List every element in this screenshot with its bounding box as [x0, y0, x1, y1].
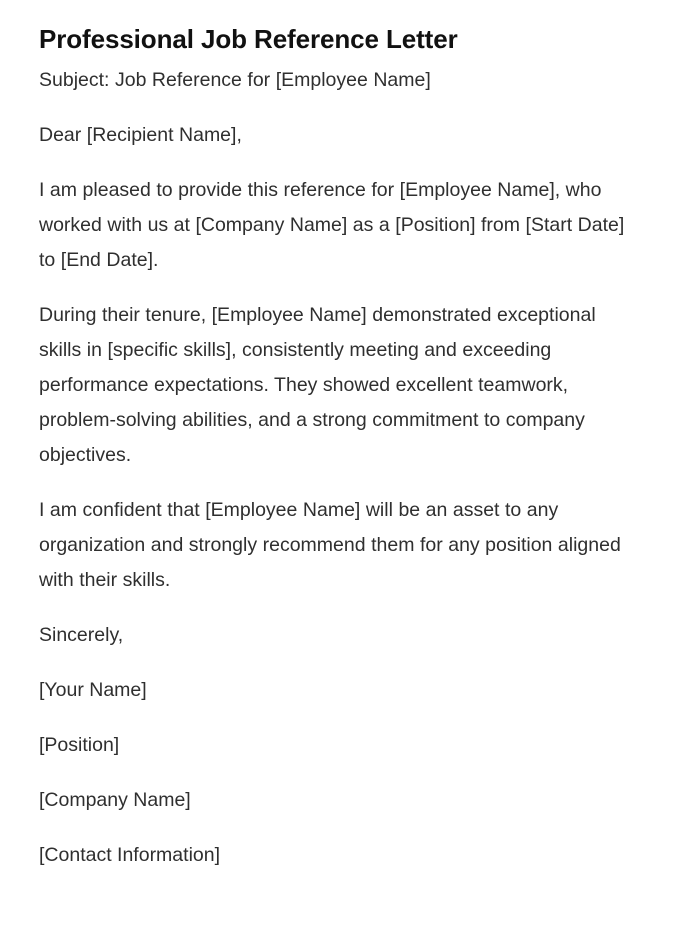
signature-position: [Position]: [39, 734, 120, 756]
letter-body: [39, 63, 639, 873]
salutation: Dear [Recipient Name],: [39, 124, 242, 146]
page-title: Professional Job Reference Letter: [39, 24, 458, 54]
signature-contact-information: [Contact Information]: [39, 844, 221, 866]
body-paragraph-2: During their tenure, [Employee Name] demonstrated exceptional skills in [specific skills], consistently meeting and exceeding performance expectations. They showed excellent teamwork, problem-solving abilities, and a strong commitment to company objectives.: [39, 304, 596, 466]
body-paragraph-1: I am pleased to provide this reference for [Employee Name], who worked with us at [Company Name] as a [Position] from [Start Date] to [End Date].: [39, 179, 625, 271]
signature-block: [39, 673, 639, 873]
signature-company-name: [Company Name]: [39, 789, 191, 811]
body-paragraph-3: I am confident that [Employee Name] will be an asset to any organization and strongly recommend them for any position aligned with their skills.: [39, 499, 621, 591]
subject-line: Subject: Job Reference for [Employee Name]: [39, 69, 431, 91]
signature-your-name: [Your Name]: [39, 679, 147, 701]
closing: Sincerely,: [39, 624, 124, 646]
